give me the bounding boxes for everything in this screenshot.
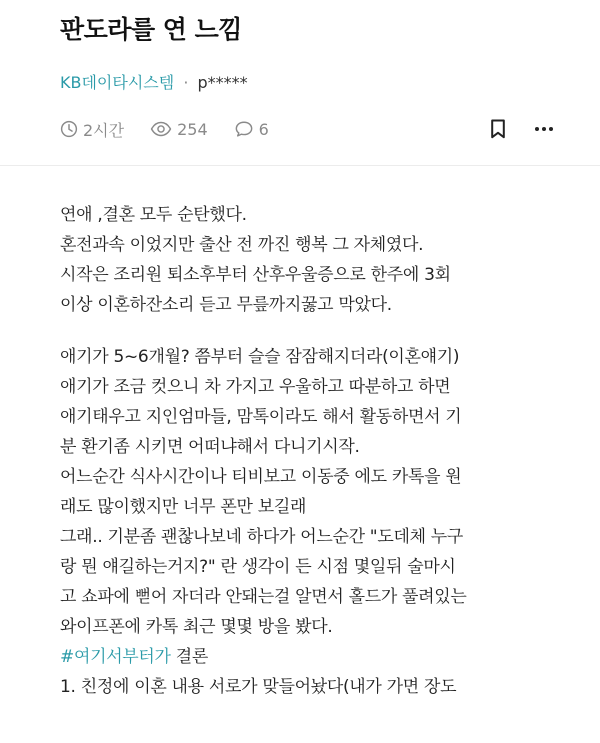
author-id[interactable]: p*****: [197, 73, 248, 92]
hashtag-suffix: 결론: [170, 647, 209, 667]
body-line: 분 환기좀 시키면 어떠냐해서 다니기시작.: [60, 437, 360, 457]
body-line: 어느순간 식사시간이나 티비보고 이동중 에도 카톡을 원: [60, 467, 462, 487]
more-options-button[interactable]: [530, 115, 558, 143]
stats-row: [60, 116, 558, 142]
comments-stat[interactable]: [234, 120, 269, 139]
views-count: 254: [177, 119, 208, 139]
eye-icon: [150, 120, 172, 138]
body-line: 와이프폰에 카톡 최근 몇몇 방을 봤다.: [60, 617, 333, 637]
post-title: 판도라를 연 느낌: [60, 15, 242, 44]
body-line: 이상 이혼하잔소리 듣고 무릎까지꿇고 막았다.: [60, 295, 392, 315]
more-icon: [534, 126, 554, 132]
hashtag-line: [60, 642, 570, 672]
post-body: [60, 200, 570, 702]
bookmark-icon: [490, 119, 506, 139]
body-line: 래도 많이했지만 너무 폰만 보길래: [60, 497, 307, 517]
body-line: 고 쇼파에 뻗어 자더라 안돼는걸 알면서 홀드가 풀려있는: [60, 587, 467, 607]
body-line: 애기가 조금 컷으니 차 가지고 우울하고 따분하고 하면: [60, 377, 451, 397]
body-line: 연애 ,결혼 모두 순탄했다.: [60, 205, 247, 225]
body-line: 시작은 조리원 퇴소후부터 산후우울증으로 한주에 3회: [60, 265, 451, 285]
body-line: 애기태우고 지인엄마들, 맘톡이라도 해서 활동하면서 기: [60, 407, 462, 427]
bookmark-button[interactable]: [484, 115, 512, 143]
hashtag-link[interactable]: #여기서부터가: [60, 647, 171, 667]
body-line: 그래.. 기분좀 괜찮나보네 하다가 어느순간 "도데체 누구: [60, 527, 464, 547]
body-line: 혼전과속 이었지만 출산 전 까진 행복 그 자체였다.: [60, 235, 424, 255]
time-text: 2시간: [83, 120, 125, 140]
post-header: [60, 10, 560, 50]
comments-count: 6: [258, 119, 269, 139]
body-line: 애기가 5~6개월? 쯤부터 슬슬 잠잠해지더라(이혼얘기): [60, 347, 460, 367]
clock-icon: [60, 120, 78, 138]
header-divider: [0, 165, 600, 166]
time-stat: [60, 118, 124, 141]
meta-separator: ·: [183, 73, 189, 92]
body-line: 1. 친정에 이혼 내용 서로가 맞들어놨다(내가 가면 장도: [60, 677, 457, 697]
views-stat: [150, 120, 208, 139]
company-link[interactable]: KB데이타시스템: [60, 73, 175, 92]
post-meta: [60, 72, 248, 94]
body-paragraph-1: [60, 200, 570, 320]
body-line: 랑 뭔 얘길하는거지?" 란 생각이 든 시점 몇일뒤 술마시: [60, 557, 456, 577]
comment-icon: [234, 120, 254, 138]
body-paragraph-2: [60, 342, 570, 702]
